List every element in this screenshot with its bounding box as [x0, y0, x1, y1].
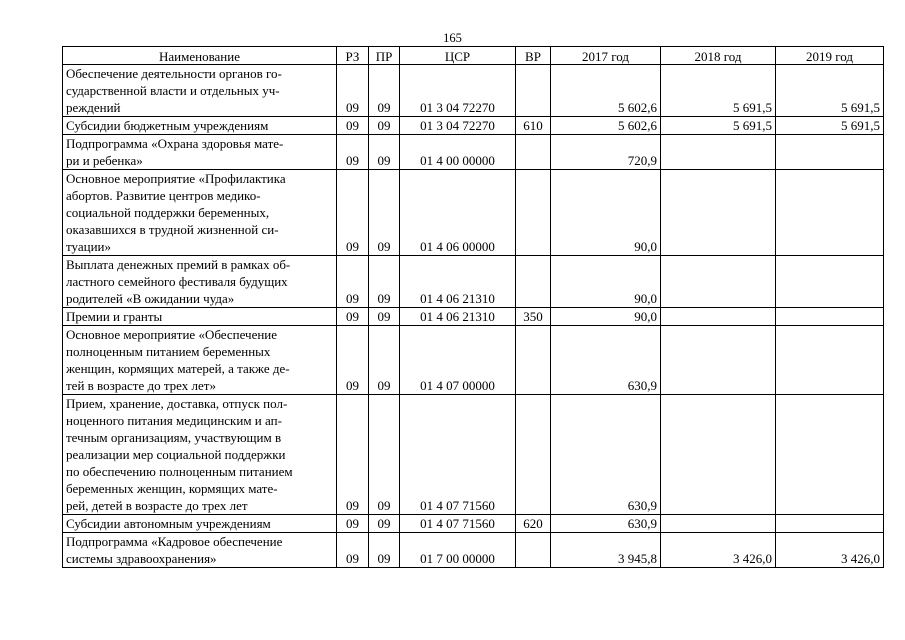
row-name-cell	[63, 395, 337, 515]
header-csr: ЦСР	[400, 47, 516, 65]
row-name-line: системы здравоохранения»	[66, 551, 217, 566]
row-name-line: течным организациям, участвующим в	[66, 430, 282, 445]
row-name-line: социальной поддержки беременных,	[66, 205, 270, 220]
table-row	[63, 533, 884, 568]
header-row	[63, 47, 884, 65]
row-pr-cell: 09	[369, 170, 400, 256]
row-name-cell	[63, 308, 337, 326]
header-pr: ПР	[369, 47, 400, 65]
row-pr-cell: 09	[369, 533, 400, 568]
table-row	[63, 395, 884, 515]
header-2019: 2019 год	[776, 47, 884, 65]
row-name-line: Подпрограмма «Кадровое обеспечение	[66, 534, 283, 549]
row-rz-cell: 09	[337, 117, 369, 135]
row-csr-cell: 01 4 00 00000	[400, 135, 516, 170]
row-y2017-cell: 720,9	[551, 135, 661, 170]
row-name-cell	[63, 65, 337, 117]
row-name-cell	[63, 515, 337, 533]
row-name-cell	[63, 326, 337, 395]
row-name-line: Основное мероприятие «Обеспечение	[66, 327, 278, 342]
row-y2018-cell: 5 691,5	[661, 65, 776, 117]
row-rz-cell: 09	[337, 515, 369, 533]
row-y2019-cell: 5 691,5	[776, 117, 884, 135]
row-name-line: рей, детей в возрасте до трех лет	[66, 498, 248, 513]
row-name-line: родителей «В ожидании чуда»	[66, 291, 235, 306]
header-vr: ВР	[516, 47, 551, 65]
row-name-line: Выплата денежных премий в рамках об-	[66, 257, 291, 272]
row-rz-cell: 09	[337, 170, 369, 256]
row-rz-cell: 09	[337, 395, 369, 515]
row-name-line: ри и ребенка»	[66, 153, 143, 168]
table-row	[63, 65, 884, 117]
row-name-line: Подпрограмма «Охрана здоровья мате-	[66, 136, 284, 151]
header-name: Наименование	[63, 47, 337, 65]
row-csr-cell: 01 4 06 00000	[400, 170, 516, 256]
row-csr-cell: 01 7 00 00000	[400, 533, 516, 568]
row-csr-cell: 01 4 07 00000	[400, 326, 516, 395]
row-y2017-cell: 90,0	[551, 308, 661, 326]
row-name-line: полноценным питанием беременных	[66, 344, 271, 359]
row-name-line: ноценного питания медицинским и ап-	[66, 413, 282, 428]
header-2017: 2017 год	[551, 47, 661, 65]
row-y2019-cell	[776, 395, 884, 515]
row-y2017-cell: 630,9	[551, 395, 661, 515]
row-name-line: Прием, хранение, доставка, отпуск пол-	[66, 396, 288, 411]
row-vr-cell	[516, 533, 551, 568]
page-number: 165	[443, 31, 462, 45]
row-y2019-cell	[776, 515, 884, 533]
row-y2017-cell: 630,9	[551, 326, 661, 395]
row-y2019-cell	[776, 170, 884, 256]
row-y2017-cell: 5 602,6	[551, 117, 661, 135]
row-pr-cell: 09	[369, 117, 400, 135]
table-row	[63, 515, 884, 533]
row-rz-cell: 09	[337, 533, 369, 568]
row-y2018-cell: 5 691,5	[661, 117, 776, 135]
row-name-line: туации»	[66, 239, 111, 254]
budget-table	[62, 46, 884, 568]
row-name-line: ластного семейного фестиваля будущих	[66, 274, 288, 289]
row-name-line: тей в возрасте до трех лет»	[66, 378, 216, 393]
row-csr-cell: 01 4 07 71560	[400, 395, 516, 515]
row-name-line: Обеспечение деятельности органов го-	[66, 66, 282, 81]
row-name-cell	[63, 117, 337, 135]
row-y2018-cell	[661, 170, 776, 256]
row-name-line: по обеспечению полноценным питанием	[66, 464, 293, 479]
row-y2018-cell	[661, 515, 776, 533]
table-header	[63, 47, 884, 65]
row-y2019-cell	[776, 256, 884, 308]
row-name-line: оказавшихся в трудной жизненной си-	[66, 222, 279, 237]
row-name-line: Субсидии автономным учреждениям	[66, 516, 271, 531]
row-name-line: Премии и гранты	[66, 309, 163, 324]
row-pr-cell: 09	[369, 515, 400, 533]
row-pr-cell: 09	[369, 308, 400, 326]
row-csr-cell: 01 3 04 72270	[400, 117, 516, 135]
row-vr-cell	[516, 326, 551, 395]
table-row	[63, 326, 884, 395]
table-row	[63, 170, 884, 256]
table-row	[63, 135, 884, 170]
row-pr-cell: 09	[369, 395, 400, 515]
row-rz-cell: 09	[337, 65, 369, 117]
header-2018: 2018 год	[661, 47, 776, 65]
row-y2018-cell	[661, 326, 776, 395]
row-y2018-cell	[661, 308, 776, 326]
row-name-line: беременных женщин, кормящих мате-	[66, 481, 278, 496]
row-y2017-cell: 5 602,6	[551, 65, 661, 117]
row-vr-cell	[516, 170, 551, 256]
row-pr-cell: 09	[369, 326, 400, 395]
row-name-line: Основное мероприятие «Профилактика	[66, 171, 286, 186]
row-vr-cell	[516, 256, 551, 308]
row-name-cell	[63, 135, 337, 170]
row-y2018-cell	[661, 135, 776, 170]
row-name-line: абортов. Развитие центров медико-	[66, 188, 261, 203]
row-y2017-cell: 90,0	[551, 256, 661, 308]
row-name-line: женщин, кормящих матерей, а также де-	[66, 361, 290, 376]
row-name-line: Субсидии бюджетным учреждениям	[66, 118, 269, 133]
row-y2018-cell: 3 426,0	[661, 533, 776, 568]
row-name-line: реализации мер социальной поддержки	[66, 447, 286, 462]
table-row	[63, 117, 884, 135]
row-name-line: сударственной власти и отдельных уч-	[66, 83, 280, 98]
row-y2017-cell: 630,9	[551, 515, 661, 533]
row-y2017-cell: 3 945,8	[551, 533, 661, 568]
row-vr-cell: 610	[516, 117, 551, 135]
row-name-cell	[63, 533, 337, 568]
row-vr-cell	[516, 395, 551, 515]
row-y2019-cell	[776, 326, 884, 395]
table-body	[63, 65, 884, 568]
header-rz: РЗ	[337, 47, 369, 65]
row-y2018-cell	[661, 395, 776, 515]
row-name-cell	[63, 256, 337, 308]
row-csr-cell: 01 4 06 21310	[400, 308, 516, 326]
row-pr-cell: 09	[369, 256, 400, 308]
table-row	[63, 256, 884, 308]
row-vr-cell	[516, 135, 551, 170]
table-row	[63, 308, 884, 326]
row-name-line: реждений	[66, 100, 121, 115]
row-vr-cell: 620	[516, 515, 551, 533]
row-y2019-cell	[776, 308, 884, 326]
row-name-cell	[63, 170, 337, 256]
row-vr-cell: 350	[516, 308, 551, 326]
row-y2019-cell	[776, 135, 884, 170]
row-rz-cell: 09	[337, 135, 369, 170]
row-y2018-cell	[661, 256, 776, 308]
row-rz-cell: 09	[337, 256, 369, 308]
row-y2019-cell: 5 691,5	[776, 65, 884, 117]
row-csr-cell: 01 3 04 72270	[400, 65, 516, 117]
row-pr-cell: 09	[369, 135, 400, 170]
row-pr-cell: 09	[369, 65, 400, 117]
row-csr-cell: 01 4 07 71560	[400, 515, 516, 533]
row-y2017-cell: 90,0	[551, 170, 661, 256]
row-y2019-cell: 3 426,0	[776, 533, 884, 568]
row-csr-cell: 01 4 06 21310	[400, 256, 516, 308]
row-rz-cell: 09	[337, 308, 369, 326]
row-vr-cell	[516, 65, 551, 117]
row-rz-cell: 09	[337, 326, 369, 395]
